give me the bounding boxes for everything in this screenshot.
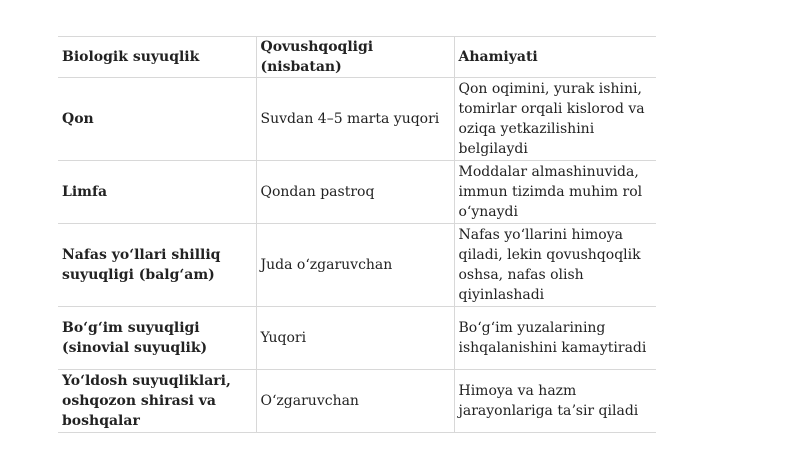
importance-cell: Qon oqimini, yurak ishini, tomirlar orqali kislorod va oziqa yetkazilishini belgilaydi	[454, 78, 656, 161]
table-row	[58, 161, 656, 224]
viscosity-cell: Suvdan 4–5 marta yuqori	[256, 78, 454, 161]
viscosity-cell: Yuqori	[256, 307, 454, 370]
table-row	[58, 370, 656, 433]
importance-cell: Boʻgʻim yuzalarining ishqalanishini kamaytiradi	[454, 307, 656, 370]
table-row	[58, 78, 656, 161]
table-row	[58, 307, 656, 370]
importance-cell: Moddalar almashinuvida, immun tizimda muhim rol oʻynaydi	[454, 161, 656, 224]
importance-cell: Nafas yoʻllarini himoya qiladi, lekin qovushqoqlik oshsa, nafas olish qiyinlashadi	[454, 224, 656, 307]
fluid-name-cell: Nafas yoʻllari shilliq suyuqligi (balgʻam)	[58, 224, 256, 307]
viscosity-cell: Oʻzgaruvchan	[256, 370, 454, 433]
viscosity-cell: Qondan pastroq	[256, 161, 454, 224]
table-row	[58, 224, 656, 307]
viscosity-table	[58, 36, 656, 433]
fluid-name-cell: Limfa	[58, 161, 256, 224]
header-viscosity: Qovushqoqligi (nisbatan)	[256, 37, 454, 78]
table-header-row	[58, 37, 656, 78]
importance-cell: Himoya va hazm jarayonlariga taʼsir qiladi	[454, 370, 656, 433]
header-importance: Ahamiyati	[454, 37, 656, 78]
fluid-name-cell: Boʻgʻim suyuqligi (sinovial suyuqlik)	[58, 307, 256, 370]
viscosity-cell: Juda oʻzgaruvchan	[256, 224, 454, 307]
header-fluid: Biologik suyuqlik	[58, 37, 256, 78]
fluid-name-cell: Qon	[58, 78, 256, 161]
fluid-name-cell: Yoʻldosh suyuqliklari, oshqozon shirasi va boshqalar	[58, 370, 256, 433]
